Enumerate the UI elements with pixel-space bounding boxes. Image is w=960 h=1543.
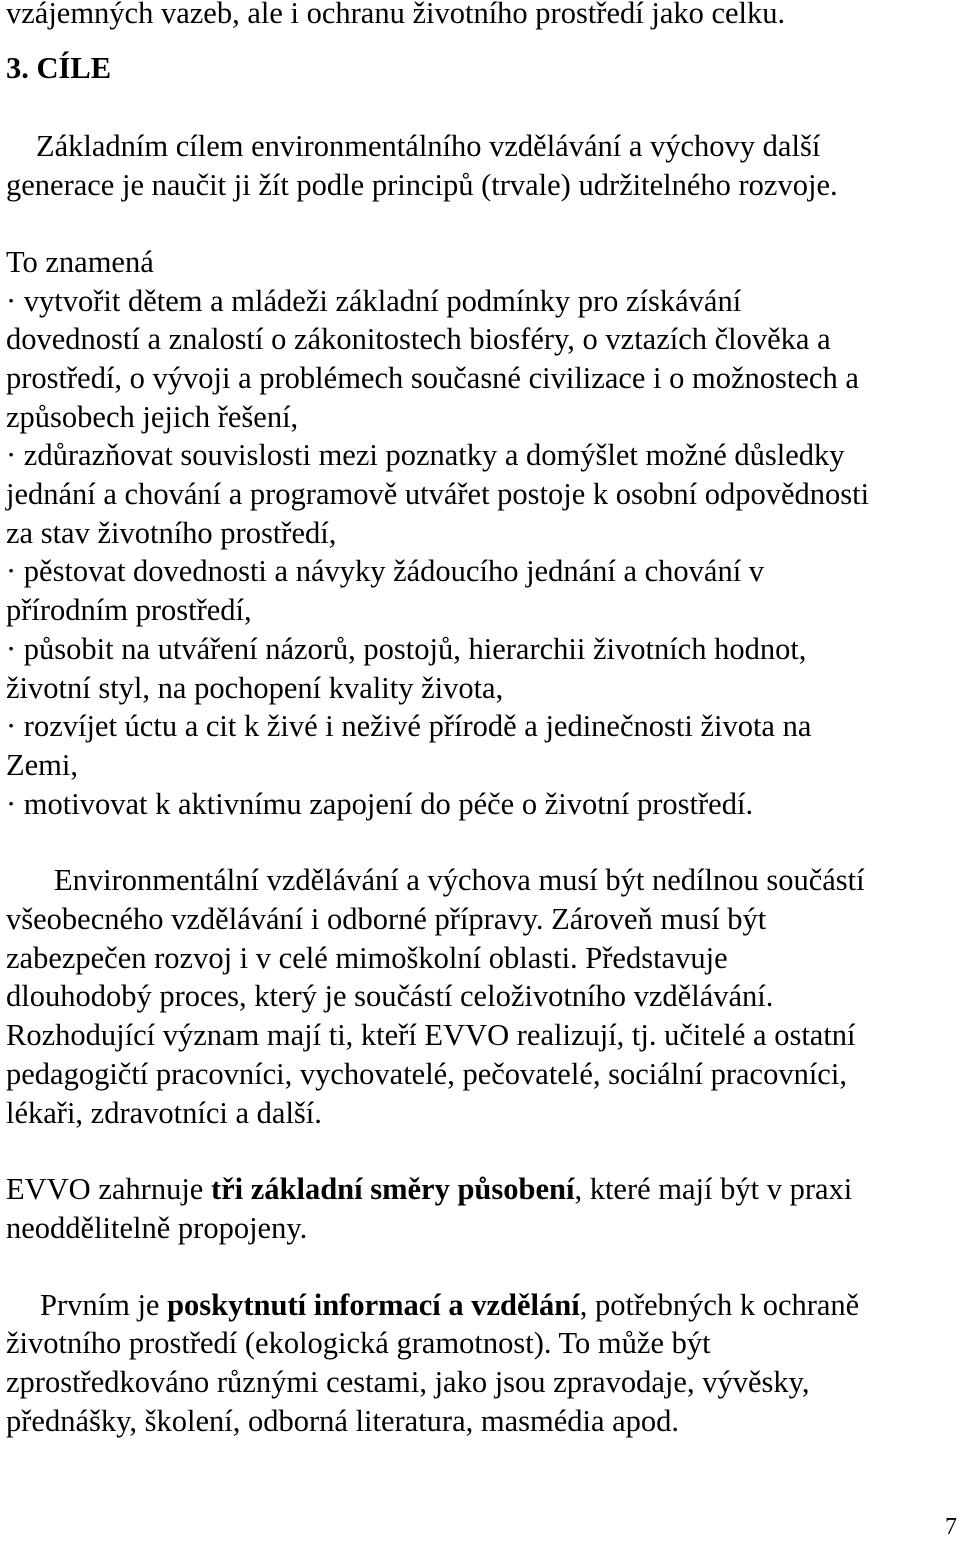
list-line: Zemi, (6, 747, 78, 782)
paragraph-line: všeobecného vzdělávání i odborné přípravy. Zároveň musí být (6, 902, 767, 937)
paragraph-line (6, 1170, 956, 1209)
text-run: EVVO zahrnuje (6, 1172, 211, 1207)
directions-paragraph (6, 1170, 956, 1247)
list-line: prostředí, o vývoji a problémech současné civilizace i o možnostech a (6, 360, 859, 395)
list-line: dovedností a znalostí o zákonitostech biosféry, o vztazích člověka a (6, 322, 831, 357)
section-heading: 3. CÍLE (6, 50, 112, 85)
evvo-paragraph (6, 861, 956, 1132)
list-line: · rozvíjet úctu a cit k živé i neživé přírodě a jedinečnosti života na (6, 709, 812, 744)
text-run: , potřebných k ochraně (579, 1287, 860, 1322)
page-number: 7 (945, 1514, 957, 1540)
paragraph-line: pedagogičtí pracovníci, vychovatelé, pečovatelé, sociální pracovníci, (6, 1056, 847, 1091)
document-page (6, 0, 956, 1441)
emphasis-text: poskytnutí informací a vzdělání (167, 1287, 580, 1322)
paragraph-line: lékaři, zdravotníci a další. (6, 1095, 322, 1130)
list-line: · působit na utváření názorů, postojů, hierarchii životních hodnot, (6, 631, 807, 666)
list-line: · zdůrazňovat souvislosti mezi poznatky a domýšlet možné důsledky (6, 438, 845, 473)
spacer (6, 1132, 956, 1170)
list-line: · vytvořit dětem a mládeži základní podmínky pro získávání (6, 283, 742, 318)
spacer (6, 1248, 956, 1286)
paragraph-line: Rozhodující význam mají ti, kteří EVVO realizují, tj. učitelé a ostatní (6, 1018, 856, 1053)
goals-list (6, 282, 956, 824)
spacer (6, 823, 956, 861)
paragraph-line: zabezpečen rozvoj i v celé mimoškolní oblasti. Představuje (6, 940, 728, 975)
text-run: Prvním je (40, 1287, 168, 1322)
list-line: za stav životního prostředí, (6, 515, 337, 550)
paragraph-line: přednášky, školení, odborná literatura, masmédia apod. (6, 1403, 680, 1438)
paragraph-line (6, 1286, 956, 1325)
text-run: , které mají být v praxi (574, 1172, 853, 1207)
emphasis-text: tři základní směry působení (210, 1172, 575, 1207)
paragraph-line: neoddělitelně propojeny. (6, 1210, 308, 1245)
list-line: životní styl, na pochopení kvality života, (6, 670, 504, 705)
list-line: způsobech jejich řešení, (6, 399, 299, 434)
goal-paragraph (6, 127, 956, 204)
goal-line: Základním cílem environmentálního vzdělávání a výchovy další (36, 129, 821, 164)
list-line: · pěstovat dovednosti a návyky žádoucího jednání a chování v (6, 554, 765, 589)
paragraph-line: životního prostředí (ekologická gramotnost). To může být (6, 1326, 711, 1361)
paragraph-line: dlouhodobý proces, který je součástí celoživotního vzdělávání. (6, 979, 774, 1014)
list-line: jednání a chování a programově utvářet postoje k osobní odpovědnosti (6, 477, 870, 512)
paragraph-line: zprostředkováno různými cestami, jako jsou zpravodaje, vývěsky, (6, 1365, 810, 1400)
paragraph-line: Environmentální vzdělávání a výchova musí být nedílnou součástí (54, 863, 865, 898)
goal-line: generace je naučit ji žít podle principů (trvale) udržitelného rozvoje. (6, 168, 838, 203)
spacer (6, 87, 956, 127)
list-line: přírodním prostředí, (6, 593, 252, 628)
spacer (6, 205, 956, 243)
first-direction-paragraph (6, 1286, 956, 1441)
list-line: · motivovat k aktivnímu zapojení do péče o životní prostředí. (6, 786, 754, 821)
list-intro: To znamená (6, 244, 154, 279)
intro-line: vzájemných vazeb, ale i ochranu životního prostředí jako celku. (6, 0, 786, 30)
